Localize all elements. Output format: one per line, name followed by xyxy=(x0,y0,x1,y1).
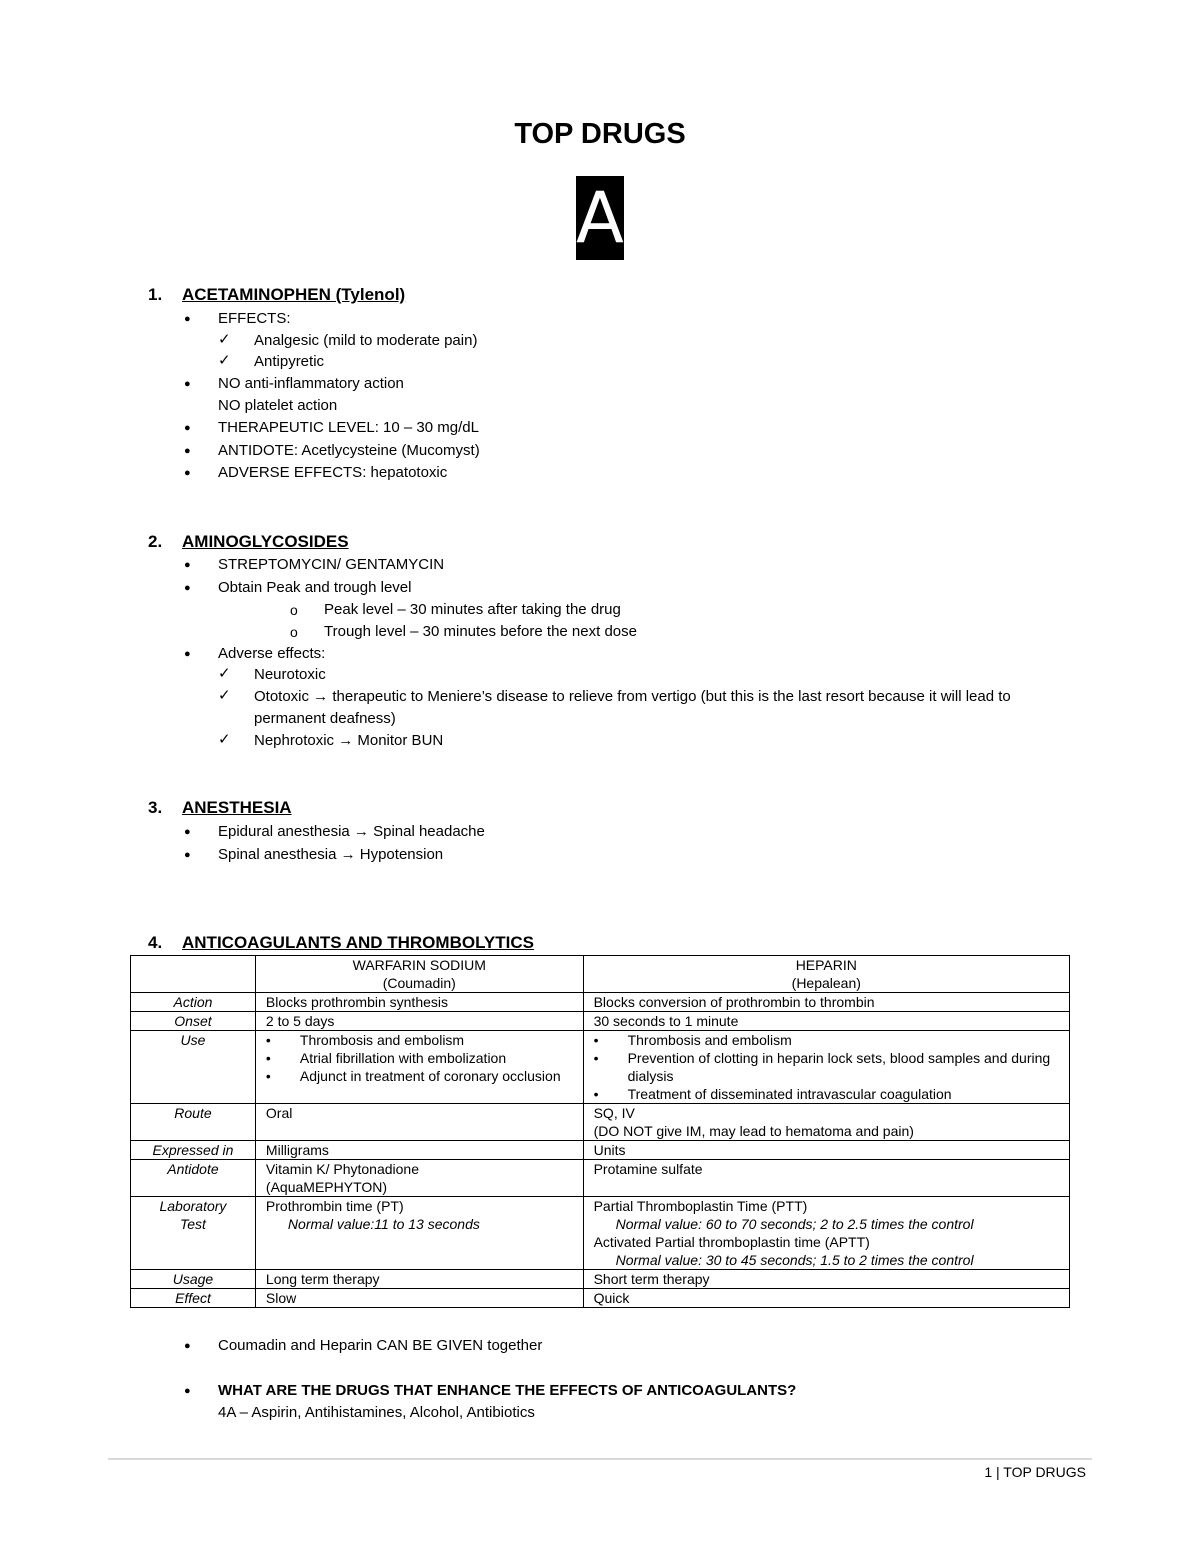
table-cell: 2 to 5 days xyxy=(255,1012,583,1031)
effect-item: Antipyretic xyxy=(254,353,325,370)
table-cell: Quick xyxy=(583,1289,1069,1308)
bullet-icon: ● xyxy=(184,826,191,838)
aminoglycoside-drugs: STREPTOMYCIN/ GENTAMYCIN xyxy=(218,556,445,573)
bullet-icon: ● xyxy=(184,1340,191,1352)
peak-trough: Obtain Peak and trough level xyxy=(218,579,412,596)
list-item: • Treatment of disseminated intravascular coagulation xyxy=(594,1085,1059,1103)
section-name: ANESTHESIA xyxy=(182,798,292,817)
table-cell xyxy=(255,1031,583,1104)
column-title: HEPARIN xyxy=(795,957,857,973)
table-row xyxy=(131,1197,1070,1270)
table-cell: Units xyxy=(583,1141,1069,1160)
row-label: Onset xyxy=(131,1012,256,1031)
anticoagulant-table xyxy=(130,955,1070,1308)
spinal-anesthesia: Spinal anesthesia → Hypotension xyxy=(218,846,444,863)
no-platelet: NO platelet action xyxy=(218,397,338,414)
table-cell: 30 seconds to 1 minute xyxy=(583,1012,1069,1031)
table-cell xyxy=(583,1104,1069,1141)
list-item: • Thrombosis and embolism xyxy=(266,1031,573,1049)
cell-line: Partial Thromboplastin Time (PTT) xyxy=(593,1198,808,1214)
bullet-icon: ● xyxy=(184,849,191,861)
list-item: • Prevention of clotting in heparin lock sets, blood samples and during dialysis xyxy=(594,1049,1059,1085)
trough-level: Trough level – 30 minutes before the next dose xyxy=(324,623,637,640)
label-line: Laboratory xyxy=(159,1198,227,1214)
bullet-icon: ● xyxy=(184,582,191,594)
table-cell xyxy=(583,1197,1069,1270)
empty-header-cell xyxy=(131,956,256,993)
row-label: Effect xyxy=(131,1289,256,1308)
table-row xyxy=(131,1031,1070,1104)
table-cell: Short term therapy xyxy=(583,1270,1069,1289)
warfarin-header xyxy=(255,956,583,993)
effects-label: EFFECTS: xyxy=(218,310,291,327)
table-cell: Slow xyxy=(255,1289,583,1308)
checkmark-icon: ✓ xyxy=(218,352,231,369)
table-cell: Blocks prothrombin synthesis xyxy=(255,993,583,1012)
row-label: Usage xyxy=(131,1270,256,1289)
table-row xyxy=(131,1141,1070,1160)
adverse-item: Neurotoxic xyxy=(254,666,326,683)
checkmark-icon: ✓ xyxy=(218,687,231,704)
section-4-heading xyxy=(148,932,534,954)
section-number: 4. xyxy=(148,933,163,952)
list-item: • Thrombosis and embolism xyxy=(594,1031,1059,1049)
heparin-header xyxy=(583,956,1069,993)
page-footer: 1 | TOP DRUGS xyxy=(984,1464,1086,1480)
normal-value: Normal value: 60 to 70 seconds; 2 to 2.5 times the control xyxy=(615,1216,974,1232)
list-item: • Adjunct in treatment of coronary occlusion xyxy=(266,1067,573,1085)
adverse-effects-label: Adverse effects: xyxy=(218,645,326,662)
therapeutic-level: THERAPEUTIC LEVEL: 10 – 30 mg/dL xyxy=(218,419,479,436)
adverse-effects: ADVERSE EFFECTS: hepatotoxic xyxy=(218,464,448,481)
table-cell xyxy=(255,1160,583,1197)
bullet-icon: ● xyxy=(184,378,191,390)
page-title: TOP DRUGS xyxy=(514,118,686,150)
row-label: Action xyxy=(131,993,256,1012)
circle-bullet-icon: o xyxy=(290,602,298,618)
section-3-heading xyxy=(148,797,292,819)
table-cell: Blocks conversion of prothrombin to thrombin xyxy=(583,993,1069,1012)
table-cell xyxy=(583,1031,1069,1104)
enhancer-answer: 4A – Aspirin, Antihistamines, Alcohol, Antibiotics xyxy=(218,1404,535,1421)
footer-divider xyxy=(108,1458,1092,1460)
normal-value: Normal value:11 to 13 seconds xyxy=(287,1216,480,1232)
table-row xyxy=(131,1289,1070,1308)
column-subtitle: (Hepalean) xyxy=(791,975,861,991)
cell-line: (AquaMEPHYTON) xyxy=(265,1179,388,1195)
bullet-icon: ● xyxy=(184,445,191,457)
letter-a-block: A xyxy=(576,177,624,259)
table-row xyxy=(131,1270,1070,1289)
table-cell xyxy=(255,1197,583,1270)
section-name: ACETAMINOPHEN (Tylenol) xyxy=(182,285,406,304)
table-cell: Long term therapy xyxy=(255,1270,583,1289)
column-subtitle: (Coumadin) xyxy=(382,975,456,991)
bullet-icon: ● xyxy=(184,648,191,660)
cell-line: SQ, IV xyxy=(593,1105,635,1121)
section-2-heading xyxy=(148,531,349,553)
enhancer-question: WHAT ARE THE DRUGS THAT ENHANCE THE EFFECTS OF ANTICOAGULANTS? xyxy=(218,1382,797,1399)
effect-item: Analgesic (mild to moderate pain) xyxy=(254,332,478,349)
table-cell: Oral xyxy=(255,1104,583,1141)
row-label: Use xyxy=(131,1031,256,1104)
bullet-icon: ● xyxy=(184,467,191,479)
checkmark-icon: ✓ xyxy=(218,665,231,682)
antidote: ANTIDOTE: Acetlycysteine (Mucomyst) xyxy=(218,442,480,459)
row-label: Antidote xyxy=(131,1160,256,1197)
given-together-note: Coumadin and Heparin CAN BE GIVEN together xyxy=(218,1337,543,1354)
checkmark-icon: ✓ xyxy=(218,331,231,348)
column-title: WARFARIN SODIUM xyxy=(352,957,486,973)
table-header-row xyxy=(131,956,1070,993)
use-list xyxy=(594,1031,1059,1103)
table-row xyxy=(131,1104,1070,1141)
circle-bullet-icon: o xyxy=(290,624,298,640)
section-name: ANTICOAGULANTS AND THROMBOLYTICS xyxy=(182,933,534,952)
section-number: 1. xyxy=(148,285,163,304)
cell-line: (DO NOT give IM, may lead to hematoma and pain) xyxy=(593,1123,914,1139)
cell-line: Prothrombin time (PT) xyxy=(265,1198,404,1214)
list-item: • Atrial fibrillation with embolization xyxy=(266,1049,573,1067)
section-number: 3. xyxy=(148,798,163,817)
section-1-heading xyxy=(148,284,405,306)
peak-level: Peak level – 30 minutes after taking the drug xyxy=(324,601,621,618)
table-cell: Protamine sulfate xyxy=(583,1160,1069,1197)
bullet-icon: ● xyxy=(184,559,191,571)
normal-value: Normal value: 30 to 45 seconds; 1.5 to 2 times the control xyxy=(615,1252,974,1268)
row-label: Expressed in xyxy=(131,1141,256,1160)
row-label: Route xyxy=(131,1104,256,1141)
epidural-anesthesia: Epidural anesthesia → Spinal headache xyxy=(218,823,485,840)
adverse-item: Nephrotoxic → Monitor BUN xyxy=(254,732,444,749)
bullet-icon: ● xyxy=(184,422,191,434)
section-number: 2. xyxy=(148,532,163,551)
no-anti-inflammatory: NO anti-inflammatory action xyxy=(218,375,404,392)
cell-line: Vitamin K/ Phytonadione xyxy=(265,1161,419,1177)
row-label xyxy=(131,1197,256,1270)
table-row xyxy=(131,1012,1070,1031)
bullet-icon: ● xyxy=(184,313,191,325)
label-line: Test xyxy=(179,1216,206,1232)
table-row xyxy=(131,1160,1070,1197)
table-cell: Milligrams xyxy=(255,1141,583,1160)
bullet-icon: ● xyxy=(184,1385,191,1397)
adverse-item: Ototoxic → therapeutic to Meniere’s disease to relieve from vertigo (but this is the last resort because it will lead to xyxy=(254,688,1011,705)
adverse-item-continued: permanent deafness) xyxy=(254,710,396,727)
use-list xyxy=(266,1031,573,1085)
section-name: AMINOGLYCOSIDES xyxy=(182,532,349,551)
cell-line: Activated Partial thromboplastin time (APTT) xyxy=(593,1234,870,1250)
checkmark-icon: ✓ xyxy=(218,731,231,748)
table-row xyxy=(131,993,1070,1012)
